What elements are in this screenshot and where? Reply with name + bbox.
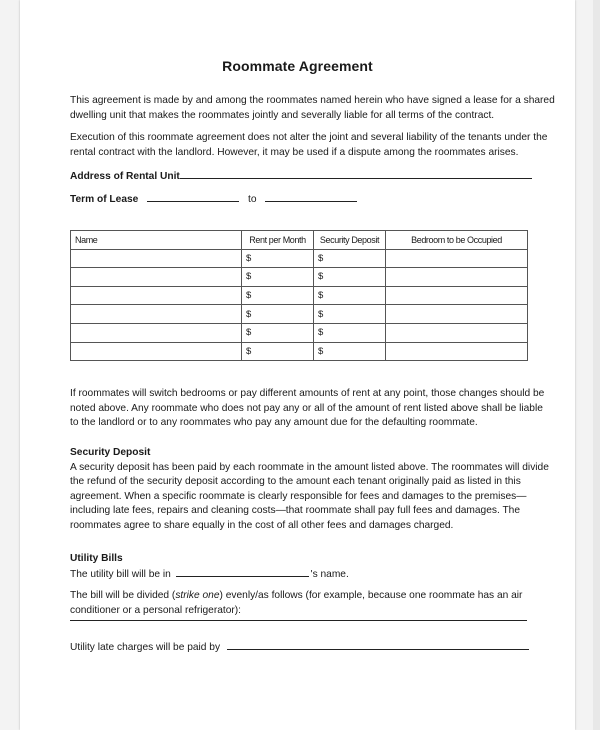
document-title: Roommate Agreement (222, 58, 373, 74)
utility-bill-prefix: The utility bill will be in (70, 568, 171, 580)
execution-line: rental contract with the landlord. However, it may be used if a dispute among the roommates arises. (70, 146, 519, 158)
intro-line: This agreement is made by and among the roommates named herein who have signed a lease for a shared (70, 95, 555, 106)
term-label: Term of Lease (70, 194, 139, 205)
deposit-cell[interactable] (314, 249, 386, 268)
scrollbar[interactable] (593, 0, 600, 730)
security-line: the refund of the security deposit according to the amount each tenant originally paid as listed in this (70, 476, 521, 488)
security-line: roommates agree to share equally in the cost of all other fees and damages charged. (70, 519, 454, 531)
address-blank-line[interactable] (180, 169, 532, 179)
header-bedroom: Bedroom to be Occupied (386, 231, 528, 250)
intro-paragraph (70, 94, 555, 123)
currency-symbol: $ (246, 290, 252, 302)
name-cell[interactable] (71, 286, 242, 305)
rent-cell[interactable] (242, 342, 314, 361)
bedroom-cell[interactable] (386, 249, 528, 268)
divided-line2: conditioner or a personal refrigerator): (70, 604, 242, 616)
currency-symbol: $ (246, 308, 252, 320)
late-charges-row (70, 640, 540, 656)
divided-suffix: ) evenly/as follows (for example, because one roommate has an air (219, 590, 523, 601)
utility-bill-suffix: 's name. (310, 568, 349, 580)
bedroom-cell[interactable] (386, 342, 528, 361)
divided-paragraph (70, 589, 540, 618)
currency-symbol: $ (318, 252, 324, 264)
switch-line: to the landlord or to any roommates who pay any amount due for the defaulting roommate. (70, 417, 478, 429)
security-section (70, 446, 549, 534)
table-row (71, 342, 528, 361)
security-line: including late fees, repairs and cleaning costs—that roommate shall pay full fees and damages. The (70, 505, 521, 517)
table-row (71, 249, 528, 268)
deposit-cell[interactable] (314, 286, 386, 305)
name-cell[interactable] (71, 249, 242, 268)
table-row (71, 305, 528, 324)
deposit-cell[interactable] (314, 268, 386, 287)
execution-line: Execution of this roommate agreement does not alter the joint and several liability of the tenants under the (70, 132, 548, 143)
currency-symbol: $ (318, 345, 324, 357)
term-to-label: to (248, 194, 257, 205)
rent-cell[interactable] (242, 286, 314, 305)
header-name: Name (71, 231, 242, 250)
rent-cell[interactable] (242, 305, 314, 324)
deposit-cell[interactable] (314, 305, 386, 324)
name-cell[interactable] (71, 342, 242, 361)
utility-name-blank[interactable] (176, 567, 309, 577)
security-line: A security deposit has been paid by each roommate in the amount listed above. The roommates will divide (70, 461, 549, 473)
roommate-table (70, 230, 528, 361)
currency-symbol: $ (318, 290, 324, 302)
bedroom-cell[interactable] (386, 305, 528, 324)
currency-symbol: $ (246, 327, 252, 339)
divided-blank-line[interactable] (70, 620, 527, 621)
bedroom-cell[interactable] (386, 268, 528, 287)
term-field (70, 192, 540, 208)
rent-cell[interactable] (242, 268, 314, 287)
utility-heading: Utility Bills (70, 553, 123, 564)
address-field[interactable] (70, 169, 540, 185)
currency-symbol: $ (318, 271, 324, 283)
rent-cell[interactable] (242, 249, 314, 268)
divided-prefix: The bill will be divided ( (70, 590, 176, 601)
switch-line: noted above. Any roommate who does not pay any or all of the amount of rent listed above shall be liable (70, 402, 543, 414)
name-cell[interactable] (71, 323, 242, 342)
header-deposit: Security Deposit (314, 231, 386, 250)
name-cell[interactable] (71, 305, 242, 324)
term-end-blank[interactable] (265, 192, 357, 202)
table-row (71, 323, 528, 342)
switch-line: If roommates will switch bedrooms or pay different amounts of rent at any point, those changes should be (70, 388, 545, 399)
divided-italic: strike one (175, 590, 220, 601)
bedroom-cell[interactable] (386, 323, 528, 342)
currency-symbol: $ (246, 271, 252, 283)
late-charges-blank[interactable] (227, 640, 529, 650)
switch-paragraph (70, 387, 545, 431)
table-row (71, 286, 528, 305)
currency-symbol: $ (318, 308, 324, 320)
security-line: agreement. When a specific roommate is clearly responsible for fees and damages to the premises— (70, 490, 527, 502)
execution-paragraph (70, 131, 548, 160)
utility-section (70, 552, 540, 582)
table-header-row (71, 231, 528, 250)
header-rent: Rent per Month (242, 231, 314, 250)
address-label: Address of Rental Unit (70, 171, 180, 182)
currency-symbol: $ (318, 327, 324, 339)
name-cell[interactable] (71, 268, 242, 287)
intro-line: dwelling unit that makes the roommates jointly and severally liable for all terms of the contract. (70, 109, 495, 121)
term-start-blank[interactable] (147, 192, 239, 202)
security-heading: Security Deposit (70, 447, 151, 458)
late-charges-label: Utility late charges will be paid by (70, 642, 221, 653)
currency-symbol: $ (246, 345, 252, 357)
deposit-cell[interactable] (314, 323, 386, 342)
bedroom-cell[interactable] (386, 286, 528, 305)
utility-bill-name-row (70, 567, 540, 583)
currency-symbol: $ (246, 252, 252, 264)
table-row (71, 268, 528, 287)
table-body (71, 249, 528, 361)
rent-cell[interactable] (242, 323, 314, 342)
deposit-cell[interactable] (314, 342, 386, 361)
document-page (20, 0, 575, 730)
